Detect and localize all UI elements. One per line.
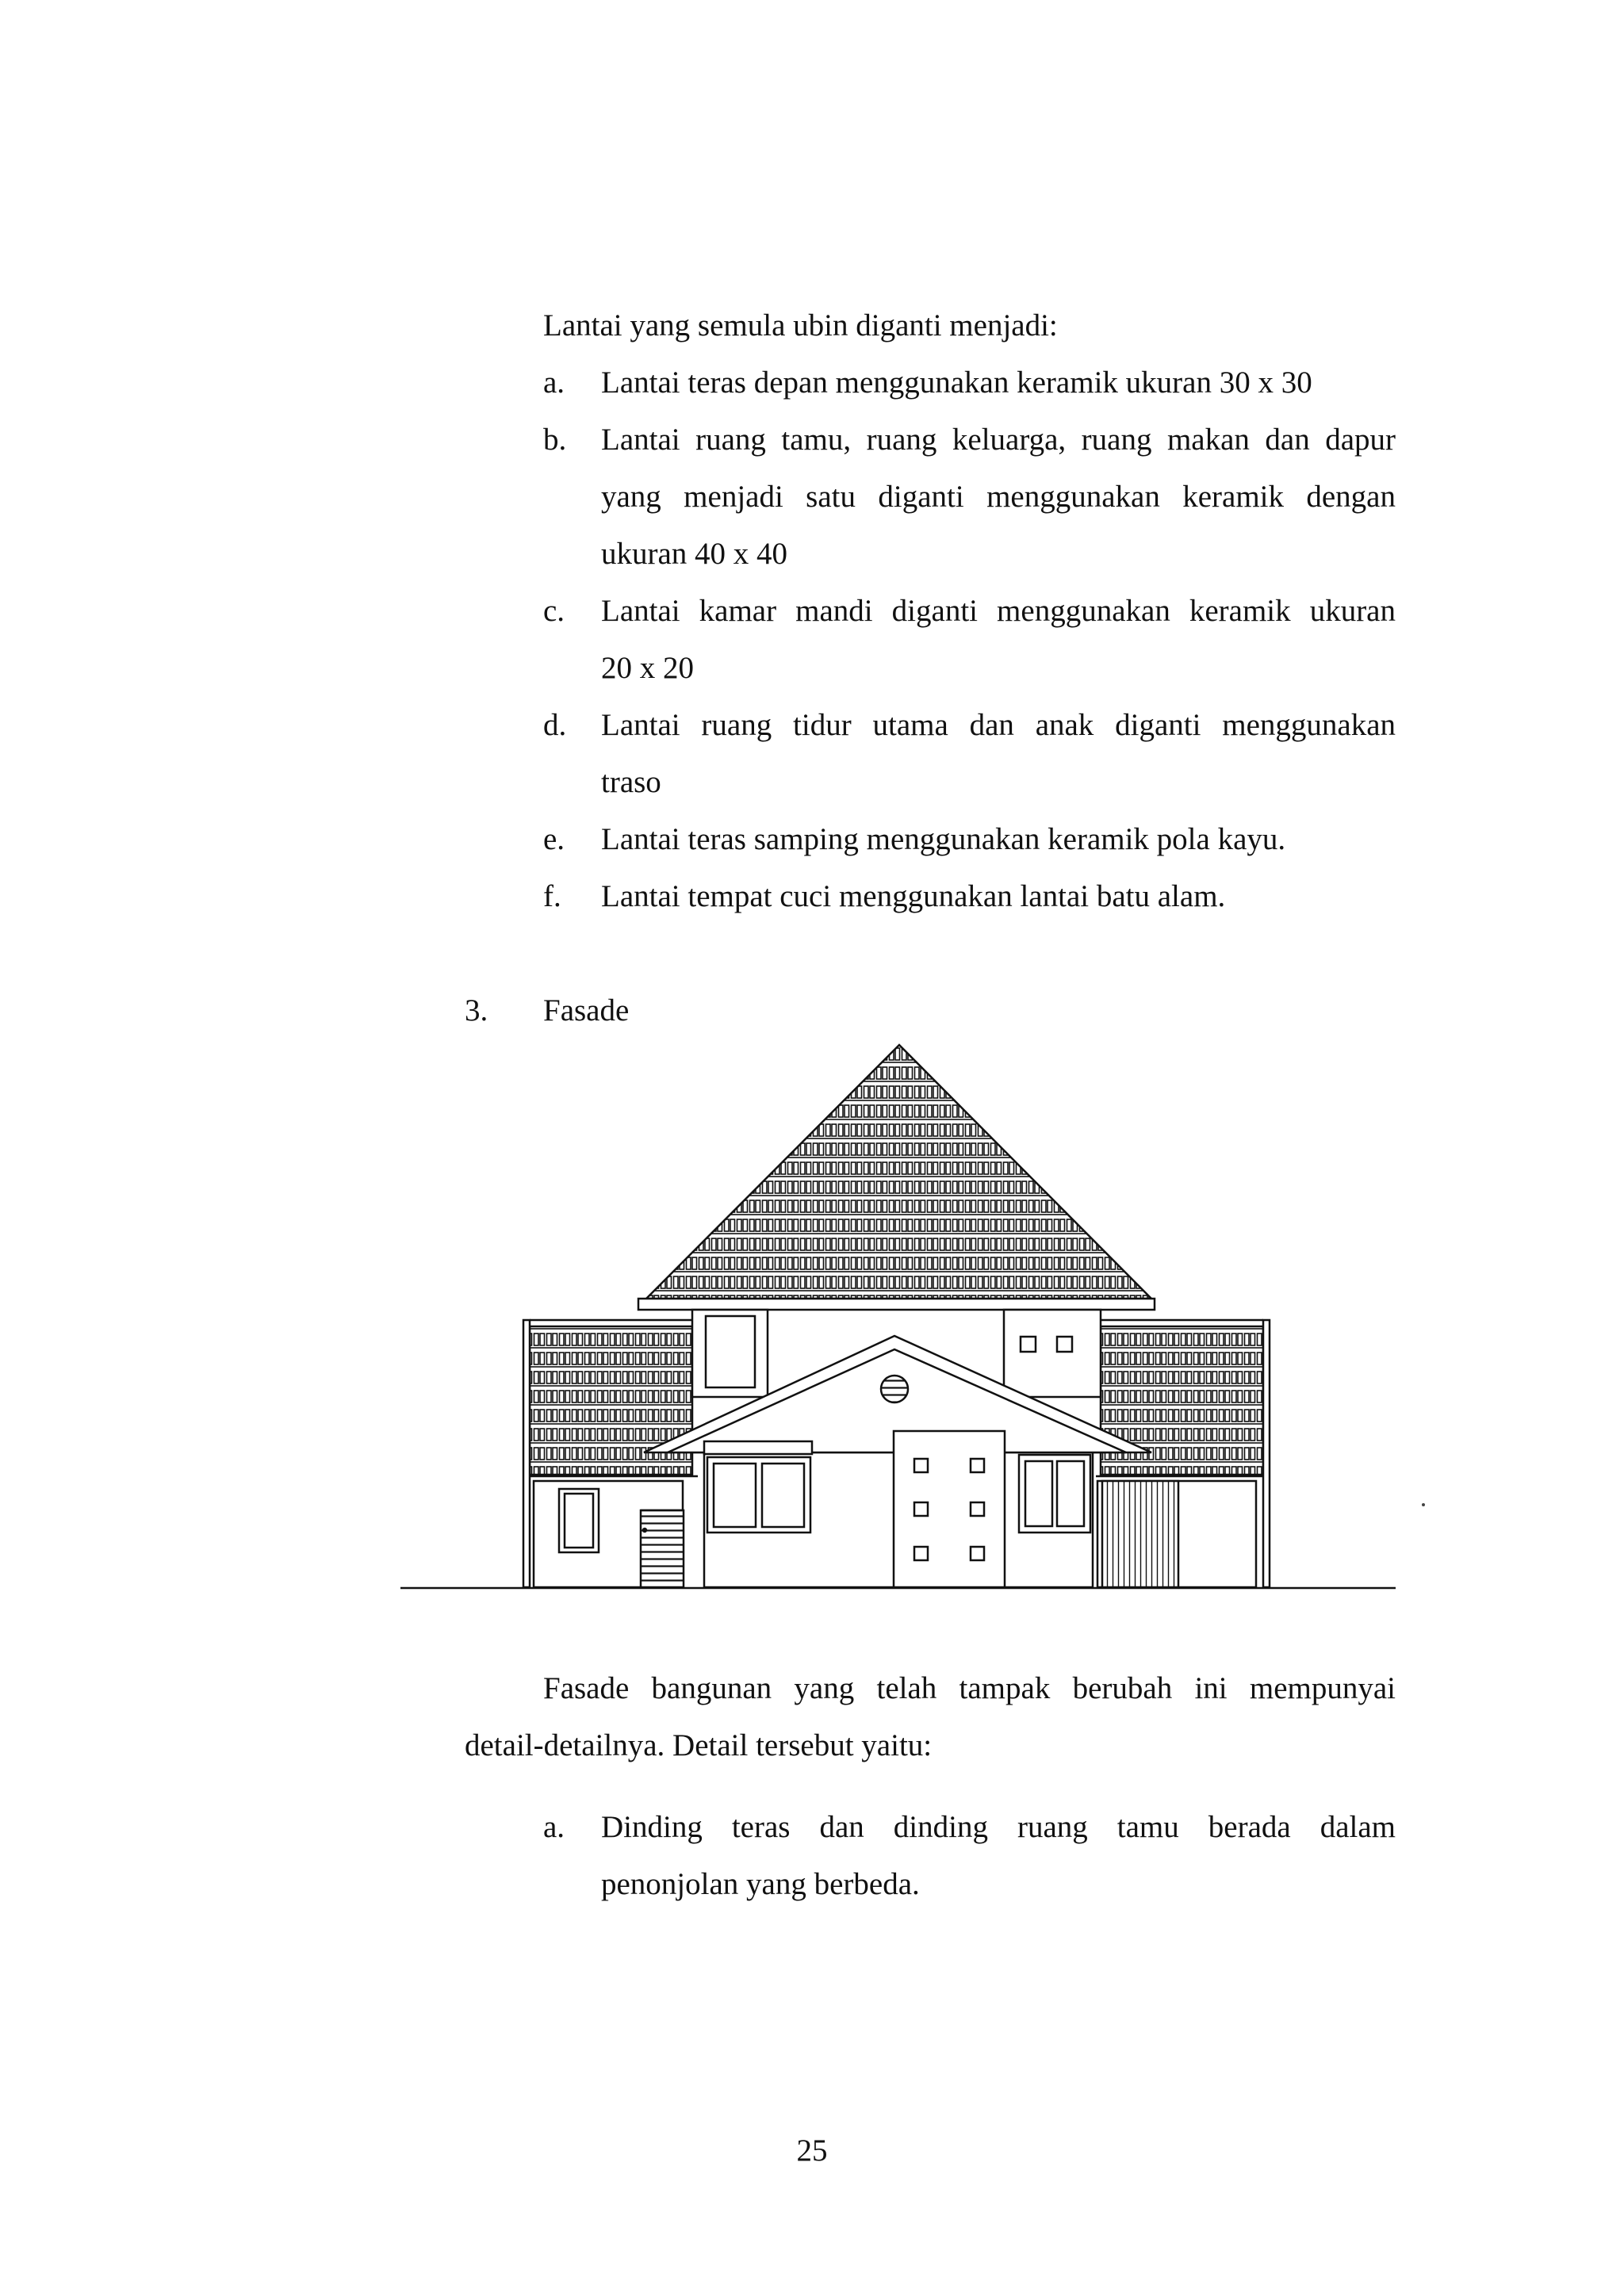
list-marker: a. bbox=[543, 365, 565, 400]
list-item-text: Lantai ruang tamu, ruang keluarga, ruang makan dan dapur bbox=[601, 423, 1396, 457]
right-post bbox=[1263, 1320, 1270, 1587]
list-item-text: Lantai kamar mandi diganti menggunakan keramik ukuran bbox=[601, 594, 1396, 628]
section-title: Fasade bbox=[543, 993, 630, 1027]
facade-drawing bbox=[396, 1039, 1427, 1609]
left-post bbox=[523, 1320, 530, 1587]
wood-panel bbox=[1102, 1481, 1178, 1587]
upper-left-window bbox=[706, 1316, 755, 1387]
list-item-text: Lantai tempat cuci menggunakan lantai batu alam. bbox=[601, 879, 1226, 913]
list-marker: d. bbox=[543, 708, 567, 742]
entrance-block bbox=[894, 1431, 1005, 1587]
paragraph-line: detail-detailnya. Detail tersebut yaitu: bbox=[465, 1728, 933, 1762]
paragraph-line: Fasade bangunan yang telah tampak berubah ini mempunyai bbox=[543, 1671, 1396, 1705]
list-item-text: penonjolan yang berbeda. bbox=[601, 1867, 920, 1901]
list-item-text: ukuran 40 x 40 bbox=[601, 537, 788, 571]
round-vent-icon bbox=[881, 1376, 908, 1402]
window-canopy bbox=[704, 1441, 812, 1454]
list-item-text: 20 x 20 bbox=[601, 651, 694, 685]
list-marker: a. bbox=[543, 1810, 565, 1844]
upper-right-wall bbox=[1004, 1310, 1101, 1397]
vent-icon bbox=[1021, 1337, 1036, 1352]
section-number: 3. bbox=[465, 993, 488, 1027]
stair-louver bbox=[641, 1510, 684, 1587]
list-marker: b. bbox=[543, 423, 567, 457]
list-item-text: Lantai teras samping menggunakan keramik pola kayu. bbox=[601, 822, 1286, 856]
vent-icon bbox=[1057, 1337, 1072, 1352]
list-marker: f. bbox=[543, 879, 561, 913]
list-item-text: yang menjadi satu diganti menggunakan keramik dengan bbox=[601, 480, 1396, 514]
intro-text: Lantai yang semula ubin diganti menjadi: bbox=[543, 308, 1058, 342]
list-item-text: Lantai teras depan menggunakan keramik ukuran 30 x 30 bbox=[601, 365, 1312, 400]
list-marker: e. bbox=[543, 822, 565, 856]
list-item-text: Dinding teras dan dinding ruang tamu berada dalam bbox=[601, 1810, 1396, 1844]
main-roof-fascia bbox=[638, 1299, 1155, 1310]
page-number: 25 bbox=[796, 2133, 828, 2168]
list-marker: c. bbox=[543, 594, 565, 628]
list-item-text: traso bbox=[601, 765, 661, 799]
main-roof bbox=[646, 1045, 1151, 1299]
list-item-text: Lantai ruang tidur utama dan anak diganti menggunakan bbox=[601, 708, 1396, 742]
